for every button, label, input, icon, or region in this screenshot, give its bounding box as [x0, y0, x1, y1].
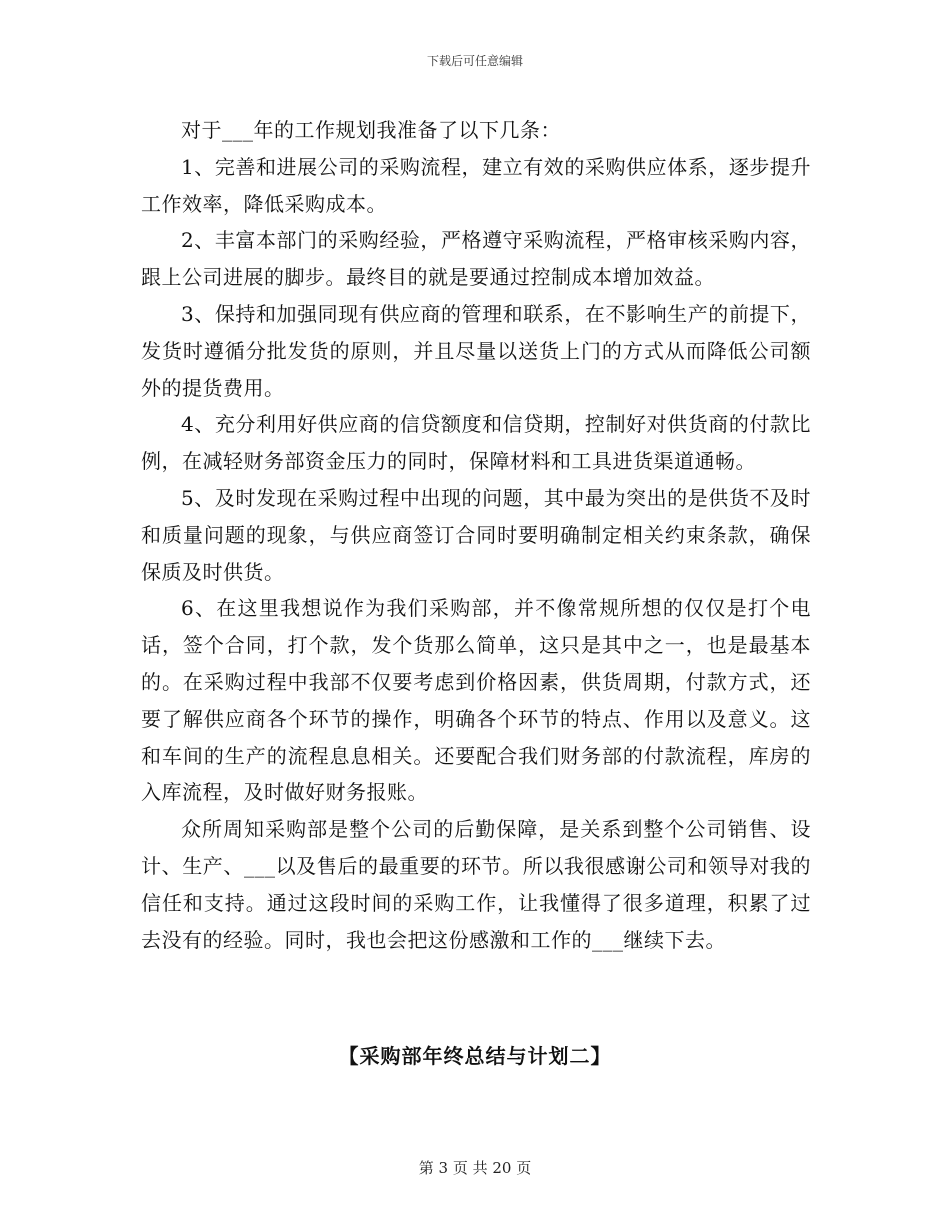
paragraph-item-3: 3、保持和加强同现有供应商的管理和联系，在不影响生产的前提下，发货时遵循分批发货的原则，并且尽量以送货上门的方式从而降低公司额外的提货费用。: [141, 301, 811, 400]
section-title: 【采购部年终总结与计划二】: [338, 1044, 612, 1068]
paragraph-item-2: 2、丰富本部门的采购经验，严格遵守采购流程，严格审核采购内容，跟上公司进展的脚步。最终目的就是要通过控制成本增加效益。: [141, 228, 811, 290]
paragraph-item-4: 4、充分利用好供应商的信贷额度和信贷期，控制好对供货商的付款比例，在减轻财务部资金压力的同时，保障材料和工具进货渠道通畅。: [141, 412, 811, 474]
paragraph-item-6: 6、在这里我想说作为我们采购部，并不像常规所想的仅仅是打个电话，签个合同，打个款，发个货那么简单，这只是其中之一，也是最基本的。在采购过程中我部不仅要考虑到价格因素，供货周期，付款方式，还要了解供应商各个环节的操作，明确各个环节的特点、作用以及意义。这和车间的生产的流程息息相关。还要配合我们财务部的付款流程，库房的入库流程，及时做好财务报账。: [141, 596, 811, 805]
paragraph-item-5: 5、及时发现在采购过程中出现的问题，其中最为突出的是供货不及时和质量问题的现象，与供应商签订合同时要明确制定相关约束条款，确保保质及时供货。: [141, 485, 811, 584]
header-note: 下载后可任意编辑: [426, 54, 523, 68]
page-number: 第 3 页 共 20 页: [418, 1159, 532, 1177]
document-body: [141, 112, 811, 958]
paragraph-intro: 对于___年的工作规划我准备了以下几条：: [181, 118, 561, 142]
paragraph-item-1: 1、完善和进展公司的采购流程，建立有效的采购供应体系，逐步提升工作效率，降低采购成本。: [141, 154, 811, 216]
paragraph-conclusion: 众所周知采购部是整个公司的后勤保障，是关系到整个公司销售、设计、生产、___以及售后的最重要的环节。所以我很感谢公司和领导对我的信任和支持。通过这段时间的采购工作，让我懂得了很多道理，积累了过去没有的经验。同时，我也会把这份感激和工作的___继续下去。: [141, 817, 811, 952]
